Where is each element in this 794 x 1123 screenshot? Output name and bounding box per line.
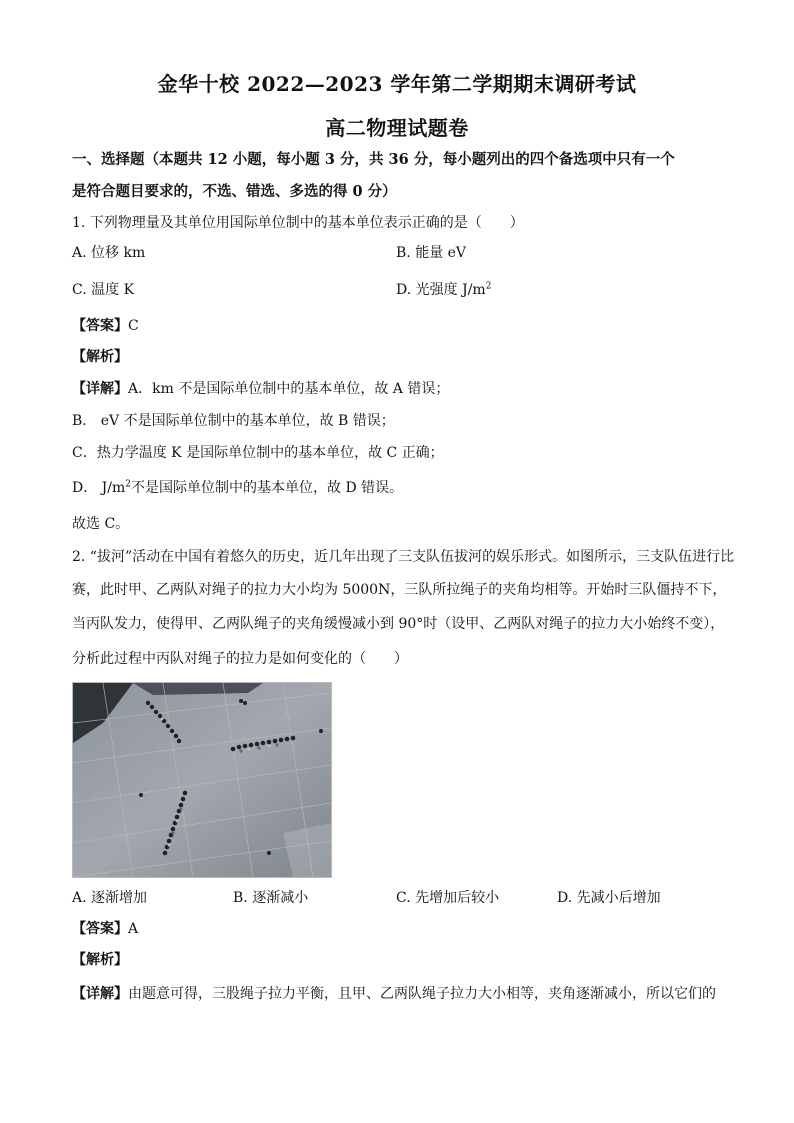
q1-detail-2: B． eV 不是国际单位制中的基本单位，故 B 错误； <box>72 413 395 429</box>
q2-detail-tag: 【详解】 <box>72 986 128 1002</box>
tug-of-war-photo <box>72 682 332 878</box>
q2-answer-value: A <box>128 921 139 937</box>
exam-title: 金华十校 2022—2023 学年第二学期期末调研考试 <box>157 72 637 96</box>
q1-detail-4 <box>72 478 722 498</box>
q1-detail-4-sup: 2 <box>125 479 132 490</box>
q2-stem-1: 2. “拔河”活动在中国有着悠久的历史，近几年出现了三支队伍拔河的娱乐形式。如图所示，三支队伍进行比 <box>72 549 735 565</box>
q2-option-b: B. 逐渐减小 <box>233 890 309 906</box>
q2-answer-tag: 【答案】 <box>72 921 128 937</box>
q1-stem: 1. 下列物理量及其单位用国际单位制中的基本单位表示正确的是（ ） <box>72 215 524 231</box>
q2-stem-3: 当丙队发力，使得甲、乙两队绳子的夹角缓慢减小到 90°时（设甲、乙两队对绳子的拉力大小始终不变）， <box>72 616 725 632</box>
q2-option-a: A. 逐渐增加 <box>72 890 148 906</box>
q1-analysis-tag: 【解析】 <box>72 349 128 365</box>
exam-subtitle: 高二物理试题卷 <box>325 116 469 140</box>
q2-analysis-tag: 【解析】 <box>72 952 128 968</box>
q1-option-d-sup: 2 <box>485 281 492 292</box>
q1-detail-4-prefix: D． J/m <box>72 480 126 496</box>
q1-detail-tag: 【详解】 <box>72 381 128 397</box>
q1-option-d <box>396 280 491 300</box>
q1-option-b: B. 能量 eV <box>396 245 467 261</box>
q1-answer-tag: 【答案】 <box>72 318 128 334</box>
section-heading-line1: 一、选择题（本题共 12 小题，每小题 3 分，共 36 分，每小题列出的四个备选项中只有一个 <box>72 151 675 168</box>
q1-detail-3: C．热力学温度 K 是国际单位制中的基本单位，故 C 正确； <box>72 445 444 461</box>
q1-option-c: C. 温度 K <box>72 282 135 298</box>
q2-option-c: C. 先增加后较小 <box>396 890 500 906</box>
q2-answer <box>72 919 722 939</box>
section-heading-line2: 是符合题目要求的，不选、错选、多选的得 0 分） <box>72 183 397 200</box>
q1-detail-1 <box>72 379 722 399</box>
q1-option-d-text: D. 光强度 J/m <box>396 282 486 298</box>
q1-conclusion: 故选 C。 <box>72 516 130 532</box>
q2-stem-2: 赛，此时甲、乙两队对绳子的拉力大小均为 5000N，三队所拉绳子的夹角均相等。开始时三队僵持不下， <box>72 582 727 598</box>
q1-detail-1-text: A．km 不是国际单位制中的基本单位，故 A 错误； <box>128 381 450 397</box>
q2-detail-1 <box>72 984 722 1004</box>
q2-option-d: D. 先减小后增加 <box>557 890 661 906</box>
q1-option-a: A. 位移 km <box>72 245 146 261</box>
q1-detail-4-suffix: 不是国际单位制中的基本单位，故 D 错误。 <box>131 480 404 496</box>
q2-detail-1-text: 由题意可得，三股绳子拉力平衡，且甲、乙两队绳子拉力大小相等，夹角逐渐减小，所以它们的 <box>128 986 716 1002</box>
q1-answer <box>72 316 722 336</box>
q2-stem-4: 分析此过程中丙队对绳子的拉力是如何变化的（ ） <box>72 651 408 667</box>
q1-answer-value: C <box>128 318 139 334</box>
